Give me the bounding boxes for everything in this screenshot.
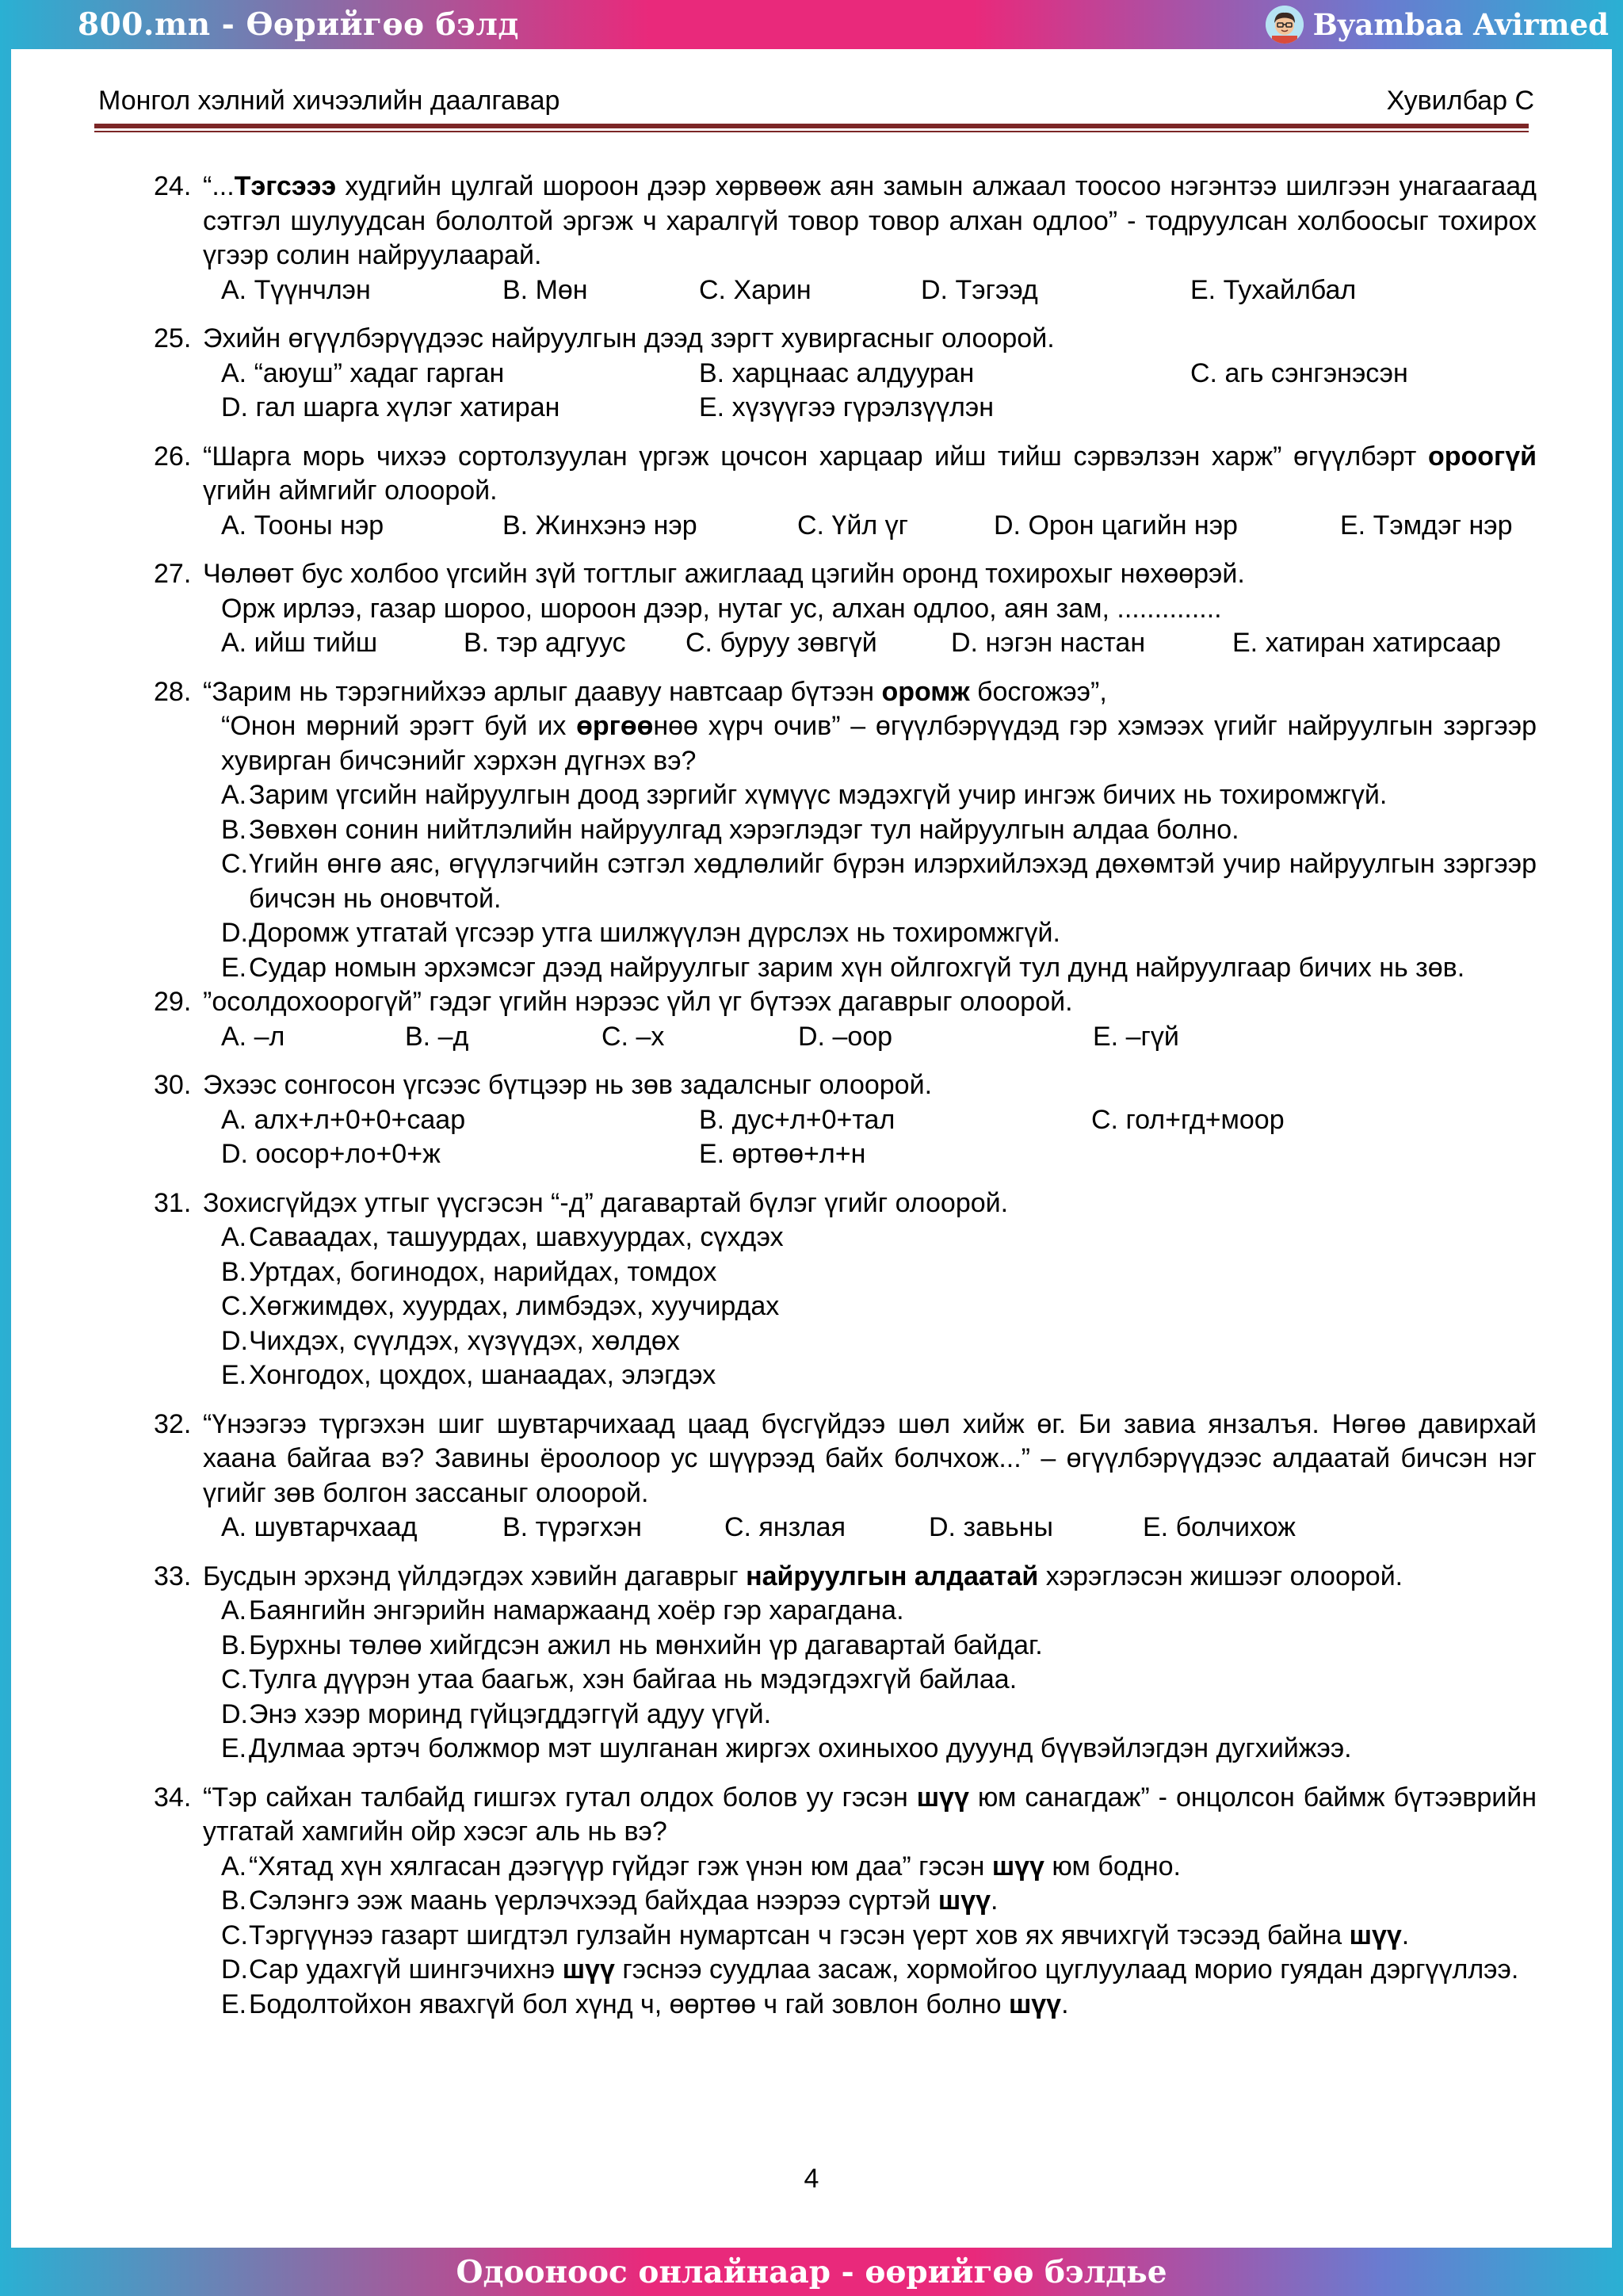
document-header <box>98 86 1534 117</box>
option-letter: E. <box>221 1733 247 1763</box>
option-c: C. Үйл үг <box>797 510 909 541</box>
question-text <box>203 170 1537 273</box>
text-run: “Зарим нь тэрэгнийхээ арлыг даавуу навтсаар бүтээн <box>203 676 882 707</box>
question-number: 33. <box>154 1561 192 1591</box>
option-letter: D. <box>221 918 248 948</box>
option-letter: A. <box>221 1595 247 1626</box>
options-row <box>154 1020 1537 1055</box>
site-topbar <box>0 0 1623 49</box>
text-run: “Тэр сайхан талбайд гишгэх гутал олдох болов уу гэсэн <box>203 1782 917 1813</box>
bold-run: ороогүй <box>1427 441 1537 472</box>
text-run: юм бодно. <box>1044 1851 1181 1881</box>
option-c <box>221 1663 1537 1698</box>
question-26 <box>154 440 1537 509</box>
option-letter: B. <box>221 1629 247 1660</box>
option-a: A. –л <box>221 1021 285 1052</box>
option-a: A. шувтарчхаад <box>221 1512 418 1542</box>
option-e: E. хатиран хатирсаар <box>1232 628 1501 658</box>
text-run: Бусдын эрхэнд үйлдэгдэх хэвийн дагаврыг <box>203 1561 747 1591</box>
question-number: 27. <box>154 559 192 589</box>
question-30 <box>154 1068 1537 1103</box>
option-text: Энэ хээр моринд гүйцэгддэггүй адуу үгүй. <box>249 1698 772 1729</box>
option-text: Баянгийн энгэрийн намаржаанд хоёр гэр харагдана. <box>249 1595 904 1626</box>
options-row <box>154 391 1537 426</box>
site-bottombar <box>0 2248 1623 2296</box>
option-letter: B. <box>221 1256 247 1287</box>
question-text: ”осолдохоорогүй” гэдэг үгийн нэрээс үйл үг бүтээх дагаврыг олоорой. <box>203 987 1073 1017</box>
text-run: Сар удахгүй шингэчихнэ <box>249 1954 563 1985</box>
options-row <box>154 1137 1537 1172</box>
option-text: Хөгжимдөх, хуурдах, лимбэдэх, хуучирдах <box>249 1291 780 1321</box>
question-number: 25. <box>154 323 192 353</box>
option-letter: C. <box>221 849 248 879</box>
document-title: Монгол хэлний хичээлийн даалгавар <box>98 86 560 116</box>
question-text: Зохисгүйдэх утгыг үүсгэсэн “-д” дагавартай бүлэг үгийг олоорой. <box>203 1187 1009 1218</box>
option-text <box>249 1850 1537 1885</box>
bold-run: Тэгсэээ <box>234 171 337 201</box>
question-text: Эхээс сонгосон үгсээс бүтцээр нь зөв задалсныг олоорой. <box>203 1070 933 1100</box>
option-letter: C. <box>221 1664 248 1694</box>
option-a: A. ийш тийш <box>221 628 378 658</box>
text-run: Сэлэнгэ ээж маань үерлэчхээд байхдаа нээрээ сүртэй <box>249 1885 938 1916</box>
author-name[interactable]: Byambaa Avirmed <box>1312 7 1609 42</box>
bold-run: шүү <box>938 1885 991 1916</box>
option-d <box>221 1698 1537 1733</box>
option-b: B. –д <box>405 1021 469 1052</box>
option-a <box>221 1221 1537 1255</box>
option-c: C. буруу зөвгүй <box>685 628 877 658</box>
option-e: E. болчихож <box>1143 1512 1296 1542</box>
option-b: B. түрэгхэн <box>502 1512 642 1542</box>
question-27 <box>154 557 1537 592</box>
options-row <box>154 357 1537 392</box>
option-c: C. –х <box>601 1021 665 1052</box>
option-letter: B. <box>221 1885 247 1916</box>
bold-run: шүү <box>991 1851 1044 1881</box>
text-run: гэснээ суудлаа засаж, хормойгоо цуглуулаад морио гуядан дэргүүллээ. <box>614 1954 1519 1985</box>
text-run: “Онон мөрний эрэгт буй их <box>221 711 577 741</box>
question-text <box>203 440 1537 509</box>
option-a <box>221 1594 1537 1629</box>
option-text: Доромж утгатай үгсээр утга шилжүүлэн дүрслэх нь тохиромжгүй. <box>249 918 1060 948</box>
text-run: “Хятад хүн хялгасан дээгүүр гүйдэг гэж үнэн юм даа” гэсэн <box>249 1851 992 1881</box>
option-e <box>221 1732 1537 1767</box>
option-text: Зөвхөн сонин нийтлэлийн найруулгад хэрэглэдэг тул найруулгын алдаа болно. <box>249 814 1239 845</box>
text-run: . <box>1061 1988 1069 2019</box>
text-run: “Шарга морь чихээ сортолзуулан үргэж цочсон харцаар ийш тийш сэрвэлзэн харж” өгүүлбэрт <box>203 441 1428 472</box>
header-rule-thin <box>94 131 1529 132</box>
option-c: C. гол+гд+моор <box>1091 1104 1285 1135</box>
option-text: Тулга дүүрэн утаа баагьж, хэн байгаа нь мэдэгдэхгүй байлаа. <box>249 1664 1018 1694</box>
option-text: Зарим үгсийн найруулгын доод зэргийг хүмүүс мэдэхгүй учир ингэж бичих нь тохиромжгүй. <box>249 780 1388 810</box>
option-letter: E. <box>221 952 247 983</box>
question-text-continued: Орж ирлээ, газар шороо, шороон дээр, нутаг ус, алхан одлоо, аян зам, .............. <box>221 593 1222 624</box>
question-31 <box>154 1186 1537 1221</box>
option-letter: C. <box>221 1920 248 1950</box>
site-slogan[interactable]: Одоонoос онлайнаар - өөрийгөө бэлдье <box>456 2253 1167 2290</box>
option-b: B. Мөн <box>502 274 588 305</box>
bold-run: шүү <box>916 1782 969 1813</box>
question-text <box>203 1560 1537 1595</box>
options-row <box>154 626 1537 661</box>
avatar <box>1266 6 1304 44</box>
question-text-continued <box>154 709 1537 778</box>
question-25 <box>154 322 1537 357</box>
option-e <box>221 1358 1537 1393</box>
option-letter: A. <box>221 780 247 810</box>
question-number: 28. <box>154 676 192 707</box>
question-34 <box>154 1781 1537 1850</box>
document-variant: Хувилбар С <box>1386 86 1534 116</box>
option-b <box>221 1255 1537 1290</box>
option-b <box>221 813 1537 848</box>
option-d: D. Тэгээд <box>921 274 1038 305</box>
option-d <box>221 1324 1537 1359</box>
site-brand[interactable]: 800.mn - Өөрийгөө бэлд <box>78 6 519 43</box>
option-letter: D. <box>221 1325 248 1356</box>
bold-run: найруулгын алдаатай <box>746 1561 1039 1591</box>
option-text <box>249 1919 1537 1954</box>
option-c: C. Харин <box>699 274 812 305</box>
option-letter: E. <box>221 1988 247 2019</box>
options-row <box>154 1511 1537 1545</box>
options-row <box>154 273 1537 308</box>
options-list <box>154 778 1537 985</box>
question-text <box>203 1781 1537 1850</box>
option-e <box>221 951 1537 986</box>
text-run: хэрэглэсэн жишээг олоорой. <box>1038 1561 1403 1591</box>
option-e: E. өртөө+л+н <box>699 1139 866 1169</box>
text-run: . <box>1401 1920 1410 1950</box>
option-text <box>249 1953 1537 1988</box>
text-run: “... <box>203 171 235 201</box>
header-rule-thick <box>94 124 1529 128</box>
text-run: худгийн цулгай шороон дээр хөрвөөж аян замын алжаал тоосоо нэгэнтээ шилгээн унагаагаад сэтгэл шулуудсан бололтой эргэж ч хаpалгүй товор товор алхан одлоо” - тодруулсан холбоосыг тохирох үгээр солин найруулаарай. <box>203 171 1537 270</box>
option-b: B. тэр адгуус <box>464 628 626 658</box>
question-28 <box>154 675 1537 710</box>
question-text: Чөлөөт бус холбоо үгсийн зүй тогтлыг ажиглаад цэгийн оронд тохирохыг нөхөөрэй. <box>203 559 1245 589</box>
questions <box>154 170 1537 2022</box>
page-number: 4 <box>804 2164 819 2194</box>
option-a: A. Түүнчлэн <box>221 274 371 305</box>
bold-run: шүү <box>1349 1920 1402 1950</box>
text-run: үгийн аймгийг олоорой. <box>203 476 498 506</box>
option-e: E. Тэмдэг нэр <box>1340 510 1513 541</box>
question-text: Эхийн өгүүлбэрүүдээс найруулгын дээд зэргт хувиргасныг олоорой. <box>203 323 1055 353</box>
option-c <box>221 847 1537 916</box>
option-e: E. –гүй <box>1093 1021 1179 1052</box>
text-run: юм санагдаж” - онцолсон баймж бүтээврийн утгатай хамгийн ойр хэсэг аль нь вэ? <box>203 1782 1537 1847</box>
option-letter: D. <box>221 1698 248 1729</box>
text-run: . <box>991 1885 999 1916</box>
option-d: D. завьны <box>929 1512 1053 1542</box>
options-list <box>154 1594 1537 1767</box>
option-d: D. нэгэн настан <box>951 628 1146 658</box>
option-a: A. Тооны нэр <box>221 510 384 541</box>
bold-run: оромж <box>881 676 970 707</box>
question-24 <box>154 170 1537 273</box>
option-a: A. “аюуш” хадаг гарган <box>221 357 505 388</box>
option-d: D. –оор <box>798 1021 893 1052</box>
option-d <box>221 916 1537 951</box>
question-number: 29. <box>154 987 192 1017</box>
option-b <box>221 1629 1537 1664</box>
text-run: Тэргүүнээ газарт шигдтэл гулзайн нумартсан ч гэсэн үерт хов ях явчихгүй тэсээд байна <box>249 1920 1350 1950</box>
option-e: E. хүзүүгээ гүрэлзүүлэн <box>699 392 995 422</box>
option-e: E. Тухайлбал <box>1190 274 1357 305</box>
option-text: Саваадах, ташуурдах, шавхуурдах, сүхдэх <box>249 1222 784 1252</box>
question-number: 32. <box>154 1408 192 1439</box>
author-block <box>1266 6 1609 44</box>
option-b: B. харцнаас алдууран <box>699 357 975 388</box>
question-text <box>203 675 1537 710</box>
bold-run: өргөө <box>576 711 654 741</box>
option-a: A. алх+л+0+0+саар <box>221 1104 466 1135</box>
question-number: 30. <box>154 1070 192 1100</box>
option-letter: D. <box>221 1954 248 1985</box>
question-number: 26. <box>154 441 192 472</box>
options-row <box>154 509 1537 544</box>
question-number: 34. <box>154 1782 192 1813</box>
question-29 <box>154 985 1537 1020</box>
bold-run: шүү <box>1008 1988 1062 2019</box>
question-line <box>154 592 1537 627</box>
option-letter: E. <box>221 1360 247 1390</box>
option-b <box>221 1884 1537 1919</box>
option-c: C. агь сэнгэнэсэн <box>1190 357 1408 388</box>
option-b: B. дус+л+0+тал <box>699 1104 896 1135</box>
question-32 <box>154 1408 1537 1511</box>
bold-run: шүү <box>562 1954 615 1985</box>
option-letter: C. <box>221 1291 248 1321</box>
options-row <box>154 1103 1537 1138</box>
option-c: C. янзлая <box>724 1512 846 1542</box>
option-c <box>221 1919 1537 1954</box>
option-text: Бурхны төлөө хийгдсэн ажил нь мөнхийн үр дагавартай байдаг. <box>249 1629 1043 1660</box>
avatar-face-icon <box>1266 6 1304 44</box>
question-number: 24. <box>154 171 192 201</box>
question-33 <box>154 1560 1537 1595</box>
option-text <box>249 1884 1537 1919</box>
option-letter: A. <box>221 1851 247 1881</box>
option-e <box>221 1988 1537 2023</box>
option-d <box>221 1953 1537 1988</box>
option-b: B. Жинхэнэ нэр <box>502 510 697 541</box>
text-run: босгожээ”, <box>969 676 1107 707</box>
text-run: нөө хүрч очив” – өгүүлбэрүүдэд гэр хэмээх үгийг найруулгын зэргээр хувирган бичсэнийг хэрхэн дүгнэх вэ? <box>221 711 1537 776</box>
option-text: Үгийн өнгө аяс, өгүүлэгчийн сэтгэл хөдлөлийг бүрэн илэрхийлэхэд дөхөмтэй учир найруулгын зэргээр бичсэн нь оновчтой. <box>249 849 1537 914</box>
option-text: Хонгодох, цохдох, шанаадах, элэгдэх <box>249 1360 716 1390</box>
option-text: Чихдэх, сүүлдэх, хүзүүдэх, хөлдөх <box>249 1325 680 1356</box>
question-number: 31. <box>154 1187 192 1218</box>
question-text: “Үнээгээ түргэхэн шиг шувтарчихаад цаад бүсгүйдээ шөл хийж өг. Би завиа янзалъя. Нөгөө давирхай хаана байгаа вэ? Завины ёроолоор ус шүүрээд байх болчхож...” – өгүүлбэрүүдээс алдаатай бичсэн нэг үгийг зөв болгон зассаныг олоорой. <box>203 1408 1537 1508</box>
options-list <box>154 1850 1537 2023</box>
option-a <box>221 1850 1537 1885</box>
option-text: Судар номын эрхэмсэг дээд найруулгыг зарим хүн ойлгохгүй тул дунд найруулгаар бичих нь зөв. <box>249 952 1465 983</box>
text-run: Бодолтойхон явахгүй бол хүнд ч, өөртөө ч гай зовлон болно <box>249 1988 1009 2019</box>
option-letter: B. <box>221 814 247 845</box>
option-a <box>221 778 1537 813</box>
option-text <box>249 1988 1537 2023</box>
option-d: D. гал шарга хүлэг хатиран <box>221 392 560 422</box>
option-text: Дулмаа эртэч болжмор мэт шулганан жиргэх охиныхоо дууунд бүүвэйлэгдэн дугхийжээ. <box>249 1733 1352 1763</box>
option-c <box>221 1289 1537 1324</box>
document-page <box>11 49 1612 2248</box>
option-d: D. оосор+ло+0+ж <box>221 1139 441 1169</box>
option-text: Уртдах, богинодох, нарийдах, томдох <box>249 1256 717 1287</box>
option-d: D. Орон цагийн нэр <box>994 510 1238 541</box>
option-letter: A. <box>221 1222 247 1252</box>
options-list <box>154 1221 1537 1393</box>
